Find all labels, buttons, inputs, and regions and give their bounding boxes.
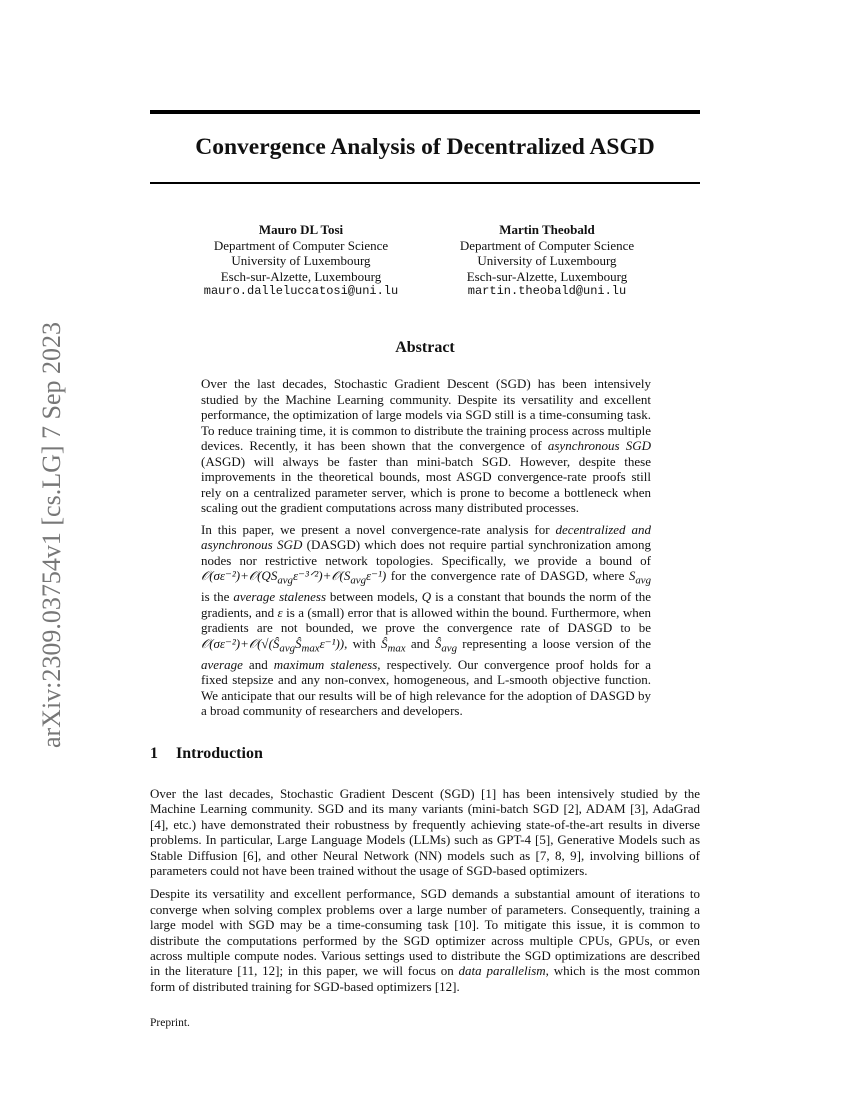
author-email: martin.theobald@uni.lu — [467, 284, 627, 298]
author-email: mauro.dalleluccatosi@uni.lu — [203, 284, 399, 298]
author-univ: University of Luxembourg — [477, 253, 617, 268]
arxiv-side-stamp: arXiv:2309.03754v1 [cs.LG] 7 Sep 2023 — [37, 321, 66, 749]
author-univ: University of Luxembourg — [231, 253, 371, 268]
introduction-body — [150, 786, 700, 1002]
author-2 — [447, 222, 647, 300]
author-1 — [150, 222, 452, 300]
math-bound-2: $𝒪(\sigma\varepsilon^{-2})+𝒪(√(Ŝ_{avg}Ŝ_{max}\varepsilon^{-1}))$ — [201, 635, 345, 655]
author-city: Esch-sur-Alzette, Luxembourg — [466, 268, 628, 284]
author-name: Martin Theobald — [499, 222, 595, 237]
author-city: Esch-sur-Alzette, Luxembourg — [220, 268, 382, 284]
author-dept: Department of Computer Science — [213, 237, 389, 253]
abstract-paragraph-2: In this paper, we present a novel convergence-rate analysis for decentralized and asynchronous SGD (DASGD) which does not require partial synchronization among nodes nor restrictive network topologies. Specifically, we provide a bound of $𝒪(\sigma\varepsilon^{-2})+𝒪(QS_{avg}\varepsilon^{-3}ᐟ^2)+𝒪(S_{avg}\varepsilon^{-1})$ for the convergence rate of DASGD, where $S_{avg}$ is the average staleness between models, Q is a constant that bounds the norm of the gradients, and ε is a (small) error that is allowed within the bound. Furthermore, when gradients are not bounded, we prove the convergence rate of DASGD to be $𝒪(\sigma\varepsilon^{-2})+𝒪(√(Ŝ_{avg}Ŝ_{max}\varepsilon^{-1}))$, with $Ŝ_{max}$ and $Ŝ_{avg}$ representing a loose version of the average and maximum staleness, respectively. Our convergence proof holds for a fixed stepsize and any non-convex, homogeneous, and L-smooth objective function. We anticipate that our results will be of high relevance for the adoption of DASGD by a broad community of researchers and developers. — [201, 521, 651, 719]
intro-paragraph-2: Despite its versatility and excellent performance, SGD demands a substantial amount of iterations to converge when solving complex problems over a large number of parameters. Consequently, training a large model with SGD may be a time-consuming task [10]. To mitigate this issue, it is common to distribute the computations performed by the SGD optimizer across multiple CPUs, GPUs, or even across multiple compute nodes. Various settings used to distribute the SGD optimizations are described in the literature [11, 12]; in this paper, we will focus on data parallelism, which is the most common form of distributed training for SGD-based optimizers [12]. — [150, 886, 700, 994]
author-name: Mauro DL Tosi — [258, 222, 344, 237]
author-dept: Department of Computer Science — [459, 237, 635, 253]
title-underline — [150, 182, 700, 184]
math-bound-1: $𝒪(\sigma\varepsilon^{-2})+𝒪(QS_{avg}\varepsilon^{-3}ᐟ^2)+𝒪(S_{avg}\varepsilon^{-1})$ — [201, 568, 387, 587]
top-rule — [150, 110, 700, 114]
abstract-paragraph-1: Over the last decades, Stochastic Gradient Descent (SGD) has been intensively studied by the Machine Learning community. Despite its versatility and excellent performance, the optimization of large models via SGD still is a time-consuming task. To reduce training time, it is common to distribute the training process across multiple devices. Recently, it has been shown that the convergence of asynchronous SGD (ASGD) will always be faster than mini-batch SGD. However, despite these improvements in the theoretical bounds, most ASGD convergence-rate proofs still rely on a centralized parameter server, which is prone to become a bottleneck when scaling out the gradient computations across many distributed processes. — [201, 376, 652, 515]
abstract-heading: Abstract — [395, 339, 455, 356]
abstract-body — [201, 376, 651, 725]
footer-preprint: Preprint. — [150, 1017, 190, 1029]
section-heading-introduction: 1 Introduction — [150, 745, 263, 762]
intro-paragraph-1: Over the last decades, Stochastic Gradient Descent (SGD) [1] has been intensively studied by the Machine Learning community. SGD and its many variants (mini-batch SGD [2], ADAM [3], AdaGrad [4], etc.) have demonstrated their robustness by frequently achieving state-of-the-art results in diverse problems. In particular, Large Language Models (LLMs) such as GPT-4 [5], Generative Models such as Stable Diffusion [6], and other Neural Network (NN) models such as [7, 8, 9], involving billions of parameters could not have been trained without the usage of SGD-based optimizers. — [150, 786, 700, 879]
paper-title: Convergence Analysis of Decentralized ASGD — [195, 134, 655, 160]
